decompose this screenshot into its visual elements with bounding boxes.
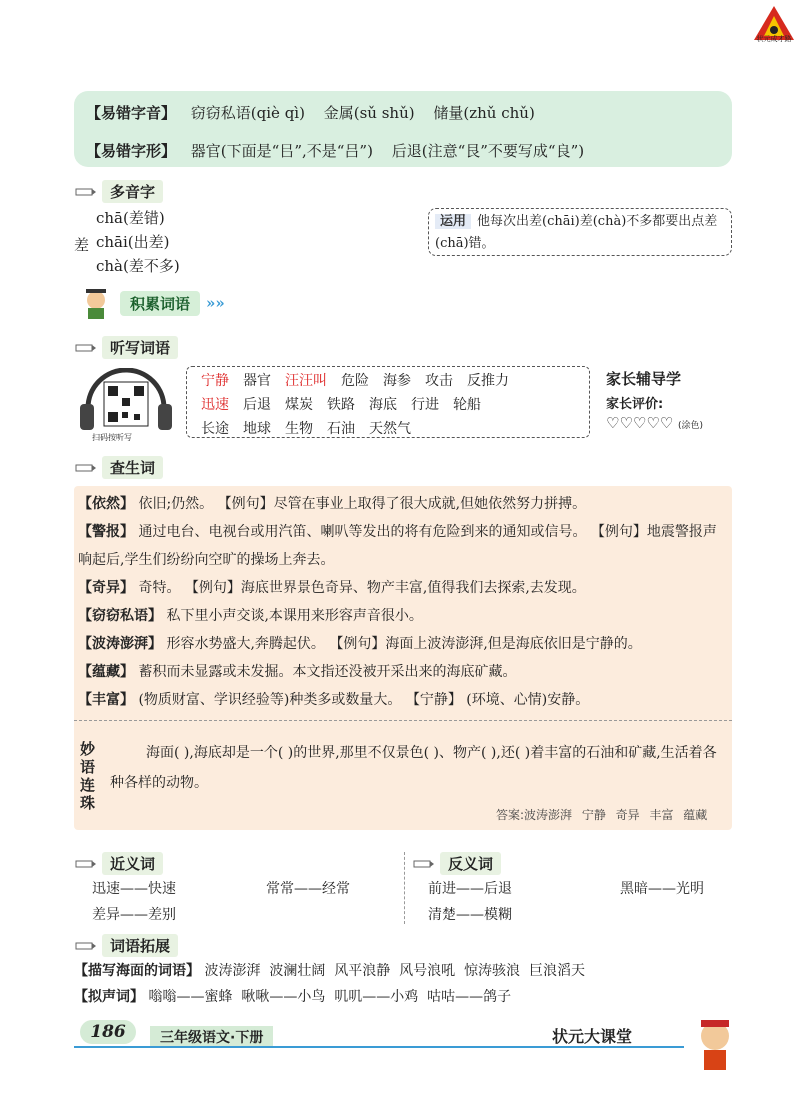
- miaoyu-text: 海面( ),海底却是一个( )的世界,那里不仅景色( )、物产( ),还( )着丰富的石油和矿藏,生活着各种各样的动物。: [110, 745, 717, 791]
- vocab-entry: [78, 518, 728, 574]
- mascot-icon: [690, 1014, 740, 1074]
- usage-box: [428, 208, 732, 256]
- vocab-word: 【窃窃私语】: [78, 608, 162, 624]
- dictation-word: 后退: [243, 397, 271, 413]
- student-mascot-icon: [78, 286, 114, 320]
- vocab-text: 私下里小声交谈,本课用来形容声音很小。: [166, 608, 423, 624]
- footer-line: [74, 1046, 684, 1048]
- pencil-icon: [74, 939, 96, 953]
- parent-eval-label: 家长评价:: [606, 397, 664, 412]
- error-sound-item: 储量(zhǔ chǔ): [433, 104, 535, 122]
- antonym-pair: 前进——后退: [428, 881, 512, 897]
- rating-hint: (涂色): [678, 421, 704, 431]
- polyphone-title: [74, 180, 163, 203]
- vocab-text: 蓄积而未显露或未发掘。本文指还没被开采出来的海底矿藏。: [138, 664, 517, 680]
- vocab-entry: [78, 630, 728, 658]
- dictation-word: 行进: [411, 397, 439, 413]
- pencil-icon: [412, 857, 434, 871]
- vocab-word: 【依然】: [78, 496, 134, 512]
- vocab-entry: [78, 490, 728, 518]
- dictation-word: 海参: [383, 373, 411, 389]
- pencil-icon: [74, 341, 96, 355]
- page-number: 186: [80, 1020, 136, 1044]
- antonym-pair: 黑暗——光明: [620, 881, 704, 897]
- dictation-word: 迅速: [201, 397, 229, 413]
- qr-headphones-icon[interactable]: [78, 368, 174, 438]
- error-sound-item: 金属(sǔ shǔ): [323, 104, 415, 122]
- synonyms-title: [74, 852, 163, 875]
- error-shape-label: 【易错字形】: [86, 142, 177, 160]
- divider: [404, 852, 405, 924]
- onomato-row: [74, 986, 511, 1006]
- section-title-text: 查生词: [102, 456, 163, 479]
- vocab-text: (物质财富、学识经验等)种类多或数量大。 【宁静】 (环境、心情)安静。: [138, 692, 590, 708]
- synonym-pair: 差异——差别: [92, 907, 176, 923]
- dictation-word: 汪汪叫: [285, 373, 327, 389]
- vocab-word: 【丰富】: [78, 692, 134, 708]
- vocab-entry: [78, 686, 728, 714]
- dictation-word: 危险: [341, 373, 369, 389]
- error-shape-item: 后退(注意“艮”不要写成“良”): [391, 142, 585, 160]
- sea-words: 波涛澎湃 波澜壮阔 风平浪静 风号浪吼 惊涛骇浪 巨浪滔天: [204, 963, 585, 979]
- miaoyu-label: 妙语连珠: [80, 740, 96, 812]
- vocab-text: 依旧;仍然。 【例句】尽管在事业上取得了很大成就,但她依然努力拼搏。: [138, 496, 587, 512]
- polyphone-readings: [96, 206, 180, 278]
- vocab-entry: [78, 574, 728, 602]
- dictation-word: 石油: [327, 421, 355, 437]
- error-shape-item: 器官(下面是“㠯”,不是“吕”): [190, 142, 373, 160]
- section-title-text: 近义词: [102, 852, 163, 875]
- dictation-row: [201, 369, 575, 393]
- qr-caption: 扫码按听写: [92, 433, 132, 442]
- synonym-pair: 迅速——快速: [92, 881, 176, 897]
- dictation-title: [74, 336, 178, 359]
- onomato-label: 【拟声词】: [74, 989, 144, 1005]
- grade-label: 三年级语文·下册: [150, 1026, 273, 1048]
- vocab-text: 通过电台、电视台或用汽笛、喇叭等发出的将有危险到来的通知或信号。 【例句】地震警报声响起后,学生们纷纷向空旷的操场上奔去。: [78, 524, 717, 568]
- dictation-row: [201, 417, 575, 441]
- dictation-word: 海底: [369, 397, 397, 413]
- section-title-text: 词语拓展: [102, 934, 178, 957]
- vocab-word: 【奇异】: [78, 580, 134, 596]
- section-title-text: 多音字: [102, 180, 163, 203]
- section-title-text: 听写词语: [102, 336, 178, 359]
- sea-words-label: 【描写海面的词语】: [74, 963, 200, 979]
- usage-text: 他每次出差(chāi)差(chà)不多都要出点差(chā)错。: [435, 214, 718, 251]
- dictation-word: 反推力: [467, 373, 509, 389]
- error-shape-row: [86, 140, 584, 161]
- miaoyu-answer: 答案:波涛澎湃 宁静 奇异 丰富 蕴藏: [496, 808, 708, 822]
- error-sound-item: 窃窃私语(qiè qì): [190, 104, 305, 122]
- vocab-entry: [78, 658, 728, 686]
- dictation-word: 地球: [243, 421, 271, 437]
- vocab-word: 【蕴藏】: [78, 664, 134, 680]
- onomato-words: 嗡嗡——蜜蜂 啾啾——小鸟 叽叽——小鸡 咕咕——鸽子: [148, 989, 512, 1005]
- rating-hearts[interactable]: [606, 414, 703, 432]
- parent-title: 家长辅导学: [606, 370, 682, 388]
- vocab-text: 奇特。 【例句】海底世界景色奇异、物产丰富,值得我们去探索,去发现。: [138, 580, 586, 596]
- vocab-word: 【波涛澎湃】: [78, 636, 162, 652]
- vocab-text: 形容水势盛大,奔腾起伏。 【例句】海面上波涛澎湃,但是海底依旧是宁静的。: [166, 636, 642, 652]
- error-sound-label: 【易错字音】: [86, 104, 177, 122]
- divider: [74, 720, 732, 721]
- heart-icons[interactable]: ♡♡♡♡♡: [606, 414, 674, 432]
- dictation-word: 宁静: [201, 373, 229, 389]
- synonym-pair: 常常——经常: [266, 881, 350, 897]
- accumulate-title: 积累词语: [120, 291, 200, 316]
- dictation-word: 轮船: [453, 397, 481, 413]
- dictation-word: 铁路: [327, 397, 355, 413]
- polyphone-reading: chāi(出差): [96, 233, 170, 251]
- antonym-pair: 清楚——模糊: [428, 907, 512, 923]
- accumulate-header: [78, 286, 225, 320]
- vocab-word: 【警报】: [78, 524, 134, 540]
- parent-panel: [606, 368, 703, 432]
- dictation-row: [201, 393, 575, 417]
- brand-name: 状元大课堂: [552, 1027, 633, 1046]
- pencil-icon: [74, 857, 96, 871]
- dictation-word: 天然气: [369, 421, 411, 437]
- section-title-text: 反义词: [440, 852, 501, 875]
- pencil-icon: [74, 185, 96, 199]
- polyphone-char: 差: [74, 236, 90, 254]
- dictation-word: 生物: [285, 421, 313, 437]
- dictation-word: 攻击: [425, 373, 453, 389]
- vocab-title: [74, 456, 163, 479]
- dictation-word: 煤炭: [285, 397, 313, 413]
- usage-tag: 运用: [435, 214, 471, 229]
- polyphone-reading: chā(差错): [96, 209, 165, 227]
- pencil-icon: [74, 461, 96, 475]
- vocab-entry: [78, 602, 728, 630]
- sea-words-row: [74, 960, 585, 980]
- arrow-icon: »»: [206, 294, 225, 312]
- dictation-box: [186, 366, 590, 438]
- antonyms-title: [412, 852, 501, 875]
- dictation-word: 器官: [243, 373, 271, 389]
- polyphone-reading: chà(差不多): [96, 257, 180, 275]
- dictation-word: 长途: [201, 421, 229, 437]
- logo-text: 状元成才路: [756, 35, 792, 43]
- error-sound-row: [86, 102, 535, 123]
- expand-title: [74, 934, 178, 957]
